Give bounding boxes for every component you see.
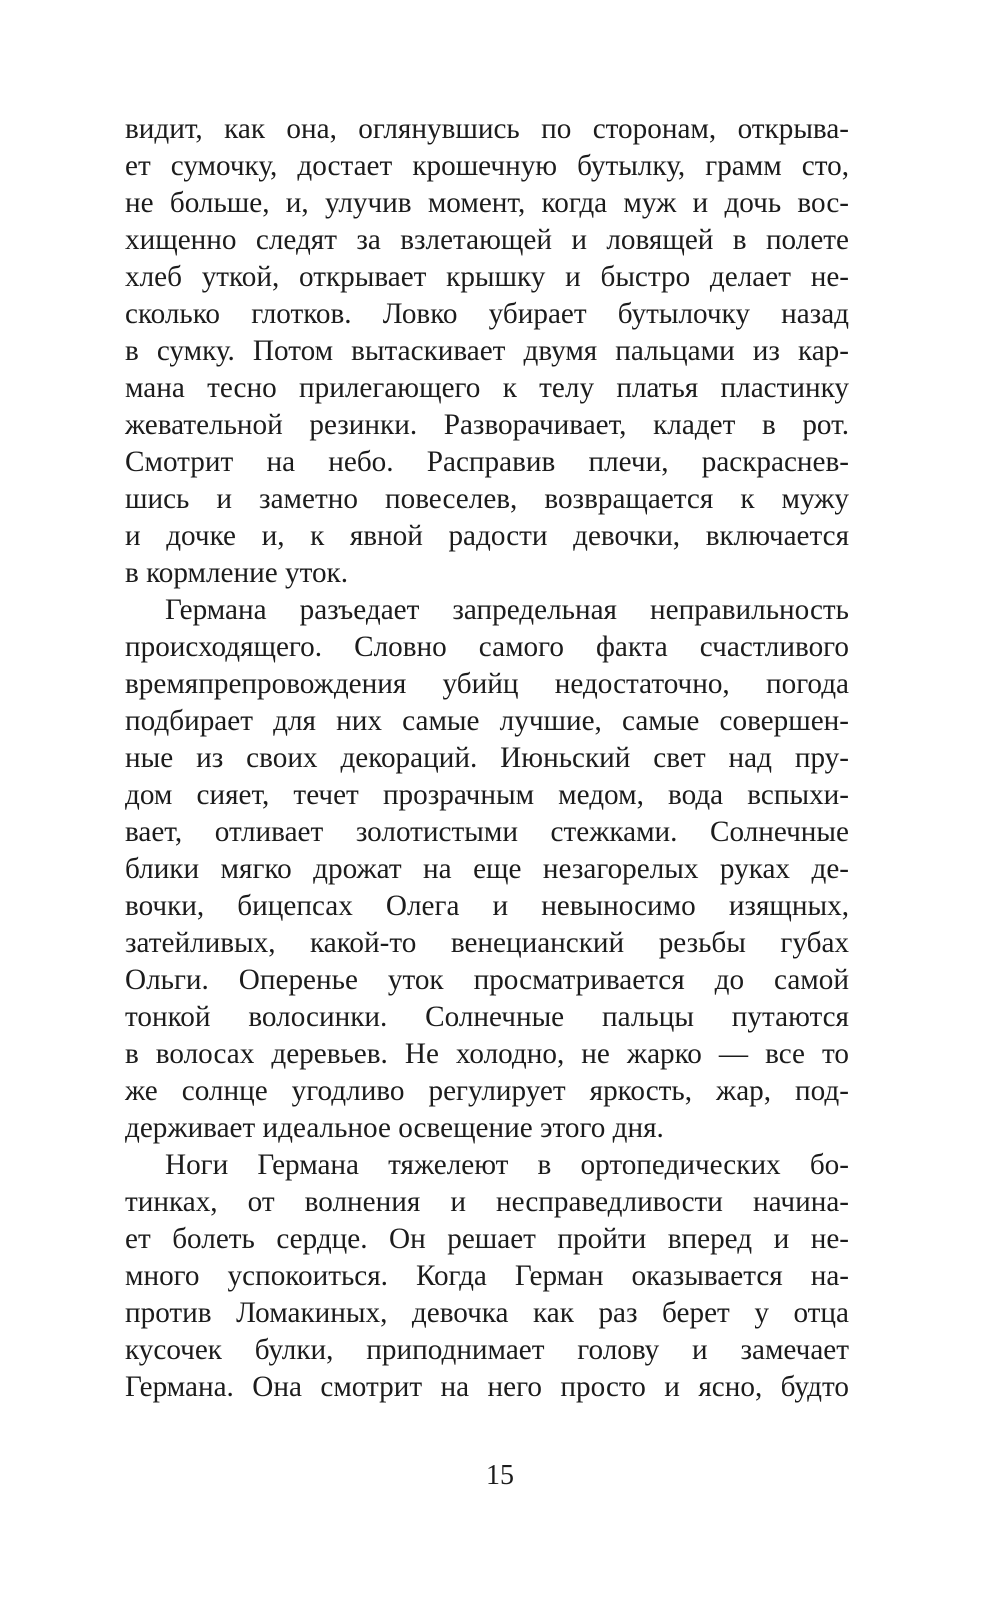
text-line: ет сумочку, достает крошечную бутылку, грамм сто,: [125, 150, 849, 182]
text-line: времяпрепровождения убийц недостаточно, погода: [125, 668, 849, 700]
text-line: против Ломакиных, девочка как раз берет у отца: [125, 1297, 849, 1329]
text-line: происходящего. Словно самого факта счастливого: [125, 631, 849, 663]
text-line: много успокоиться. Когда Герман оказывается на-: [125, 1260, 849, 1292]
text-line: и дочке и, к явной радости девочки, включается: [125, 520, 849, 552]
text-line: в сумку. Потом вытаскивает двумя пальцами из кар-: [125, 335, 849, 367]
text-line: Ноги Германа тяжелеют в ортопедических бо-: [165, 1149, 849, 1181]
page-number: 15: [486, 1460, 514, 1491]
text-line: подбирает для них самые лучшие, самые совершен-: [125, 705, 849, 737]
text-line: в волосах деревьев. Не холодно, не жарко — все то: [125, 1038, 849, 1070]
text-line: дом сияет, течет прозрачным медом, вода вспыхи-: [125, 779, 849, 811]
body-text: [125, 111, 849, 1406]
text-line: вает, отливает золотистыми стежками. Солнечные: [125, 816, 849, 848]
text-line: тонкой волосинки. Солнечные пальцы путаются: [125, 1001, 849, 1033]
text-line: блики мягко дрожат на еще незагорелых руках де-: [125, 853, 849, 885]
text-line: Ольги. Оперенье уток просматривается до самой: [125, 964, 849, 996]
text-line: Германа. Она смотрит на него просто и ясно, будто: [125, 1371, 849, 1403]
text-line: тинках, от волнения и несправедливости начина-: [125, 1186, 849, 1218]
text-line: в кормление уток.: [125, 557, 349, 589]
paragraph: [125, 592, 849, 1147]
text-line: видит, как она, оглянувшись по сторонам, открыва-: [125, 113, 849, 145]
text-line: ет болеть сердце. Он решает пройти вперед и не-: [125, 1223, 849, 1255]
text-line: не больше, и, улучив момент, когда муж и дочь вос-: [125, 187, 849, 219]
paragraph: [125, 111, 849, 592]
text-line: сколько глотков. Ловко убирает бутылочку назад: [125, 298, 849, 330]
text-line: же солнце угодливо регулирует яркость, жар, под-: [125, 1075, 849, 1107]
text-line: кусочек булки, приподнимает голову и замечает: [125, 1334, 849, 1366]
text-line: вочки, бицепсах Олега и невыносимо изящных,: [125, 890, 849, 922]
text-line: Германа разъедает запредельная неправильность: [165, 594, 849, 626]
text-line: затейливых, какой-то венецианский резьбы губах: [125, 927, 849, 959]
text-line: шись и заметно повеселев, возвращается к мужу: [125, 483, 849, 515]
text-line: ные из своих декораций. Июньский свет над пру-: [125, 742, 849, 774]
text-line: мана тесно прилегающего к телу платья пластинку: [125, 372, 849, 404]
text-line: Смотрит на небо. Расправив плечи, раскраснев-: [125, 446, 849, 478]
paragraph: [125, 1147, 849, 1406]
text-line: жевательной резинки. Разворачивает, кладет в рот.: [125, 409, 849, 441]
text-line: держивает идеальное освещение этого дня.: [125, 1112, 664, 1144]
text-line: хлеб уткой, открывает крышку и быстро делает не-: [125, 261, 849, 293]
text-line: хищенно следят за взлетающей и ловящей в полете: [125, 224, 849, 256]
